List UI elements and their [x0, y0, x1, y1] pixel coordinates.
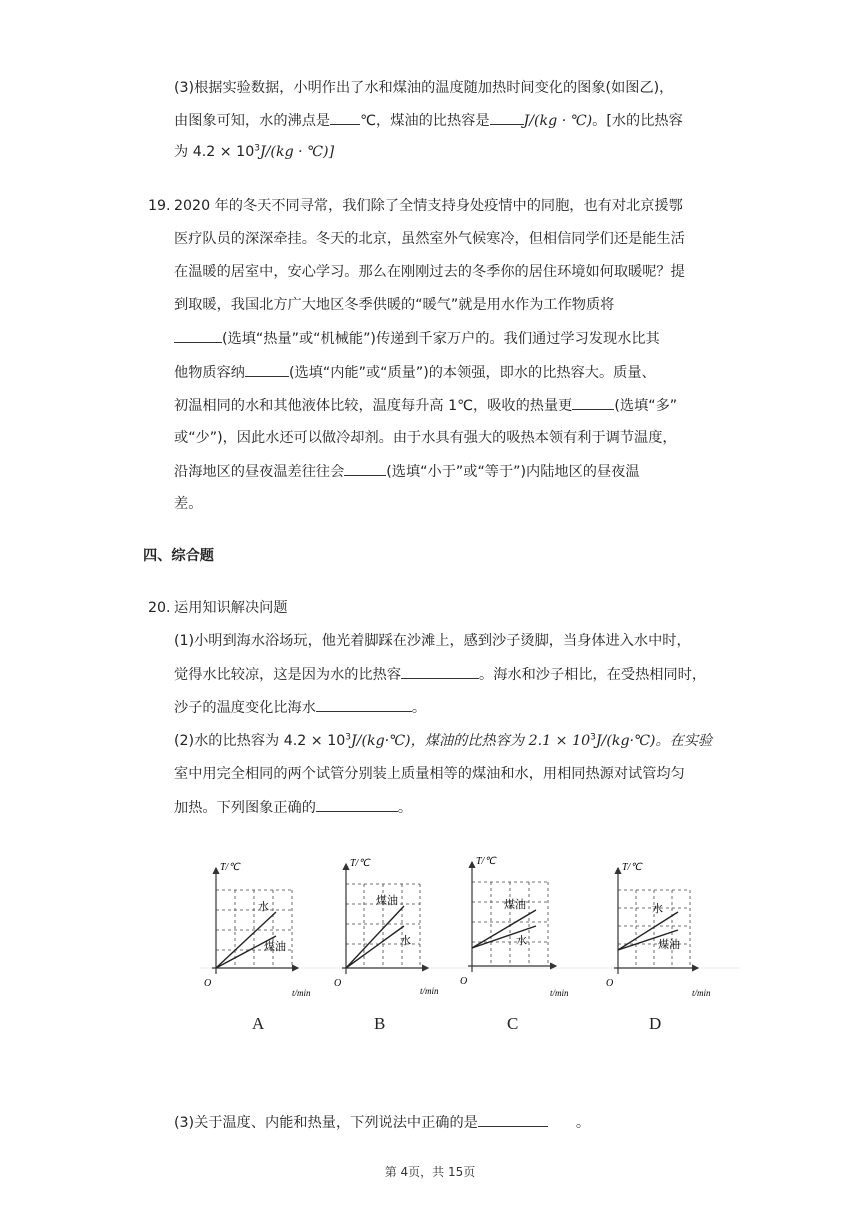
answer-blank[interactable]	[478, 1112, 548, 1127]
kerosene-label: 煤油	[376, 894, 398, 907]
q18-3-line3: 为 $4.2 \times 10^3J/(kg$ · ℃)]	[174, 143, 335, 160]
page-footer: 第 4页，共 15页	[384, 1165, 476, 1179]
answer-blank[interactable]	[572, 395, 614, 410]
y-axis-label: T/℃	[350, 858, 370, 869]
answer-blank[interactable]	[490, 110, 524, 125]
q20-p2-line3: 加热。下列图象正确的 。	[174, 797, 412, 818]
answer-blank[interactable]	[401, 664, 479, 679]
section-title: 四、综合题	[143, 548, 214, 564]
answer-blank[interactable]	[316, 797, 398, 812]
x-axis-label: t/min	[550, 988, 569, 998]
q19-line2: 医疗队员的深深牵挂。冬天的北京，虽然室外气候寒冷，但相信同学们还是能生活	[174, 231, 685, 247]
option-graphs-figure	[200, 850, 740, 1010]
q19-line4: 到取暖，我国北方广大地区冬季供暖的“暖气”就是用水作为工作物质将	[174, 297, 615, 313]
water-label: 水	[652, 902, 663, 915]
q19-line9: 沿海地区的昼夜温差往往会 (选填“小于”或“等于”)内陆地区的昼夜温	[174, 461, 640, 482]
kerosene-label: 煤油	[264, 940, 286, 953]
q19-line3: 在温暖的居室中，安心学习。那么在刚刚过去的冬季你的居住环境如何取暖呢？提	[174, 264, 685, 280]
q20-p3-line1: (3)关于温度、内能和热量，下列说法中正确的是 。	[174, 1112, 590, 1133]
q19-line7: 初温相同的水和其他液体比较，温度每升高 1℃，吸收的热量更 (选填“多”	[174, 395, 677, 416]
origin-label: O	[204, 978, 212, 989]
q20-title: 运用知识解决问题	[174, 600, 288, 616]
water-label: 水	[400, 934, 411, 947]
origin-label: O	[460, 976, 468, 987]
graph-a[interactable]	[204, 862, 311, 998]
option-d-label[interactable]: D	[649, 1014, 662, 1033]
q20-number: 20.	[148, 600, 171, 616]
q20-p1-line2: 觉得水比较凉，这是因为水的比热容 。海水和沙子相比，在受热相同时，	[174, 664, 706, 685]
answer-blank[interactable]	[245, 362, 289, 377]
option-c-label[interactable]: C	[507, 1014, 519, 1033]
water-label: 水	[516, 934, 527, 947]
q20-p1-line3: 沙子的温度变化比海水 。	[174, 697, 426, 718]
x-axis-label: t/min	[420, 986, 439, 996]
q18-3-line1: (3)根据实验数据，小明作出了水和煤油的温度随加热时间变化的图象(如图乙)，	[174, 80, 674, 96]
q20-p2-line2: 室中用完全相同的两个试管分别装上质量相等的煤油和水，用相同热源对试管均匀	[174, 766, 685, 782]
answer-blank[interactable]	[330, 110, 360, 125]
origin-label: O	[606, 978, 614, 989]
q19-line8: 或“少”)，因此水还可以做冷却剂。由于水具有强大的吸热本领有利于调节温度，	[174, 430, 677, 446]
graph-c[interactable]	[460, 856, 569, 998]
y-axis-label: T/℃	[476, 856, 496, 867]
answer-blank[interactable]	[316, 697, 412, 712]
y-axis-label: T/℃	[220, 862, 240, 873]
y-axis-label: T/℃	[622, 862, 642, 873]
q19-line6: 他物质容纳 (选填“内能”或“质量”)的本领强，即水的比热容大。质量、	[174, 362, 656, 383]
water-label: 水	[258, 900, 269, 913]
q20-p2-line1: (2)水的比热容为 $4.2 \times 10^3J/(kg\cdot℃)$，煤油的比热容为 $2.1 \times 10^3J/(kg\cdot℃)$。在实验	[174, 732, 713, 749]
option-b-label[interactable]: B	[374, 1014, 386, 1033]
origin-label: O	[334, 978, 342, 989]
q19-number: 19.	[148, 198, 171, 214]
q18-3-line2: 由图象可知，水的沸点是 ℃，煤油的比热容是 J/(kg · ℃)。[水的比热容	[174, 110, 683, 131]
q20-p1-line1: (1)小明到海水浴场玩，他光着脚踩在沙滩上，感到沙子烫脚，当身体进入水中时，	[174, 633, 691, 649]
answer-blank[interactable]	[344, 461, 386, 476]
q19-line10: 差。	[174, 496, 203, 512]
kerosene-label: 煤油	[658, 938, 680, 951]
q19-line5: (选填“热量”或“机械能”)传递到千家万户的。我们通过学习发现水比其	[174, 328, 660, 349]
kerosene-label: 煤油	[504, 898, 526, 911]
q19-line1: 2020 年的冬天不同寻常，我们除了全情支持身处疫情中的同胞，也有对北京援鄂	[174, 198, 683, 214]
x-axis-label: t/min	[292, 988, 311, 998]
option-a-label[interactable]: A	[252, 1014, 265, 1033]
x-axis-label: t/min	[692, 988, 711, 998]
graph-d[interactable]	[606, 862, 711, 998]
answer-blank[interactable]	[174, 328, 222, 343]
graph-b[interactable]	[334, 858, 439, 996]
